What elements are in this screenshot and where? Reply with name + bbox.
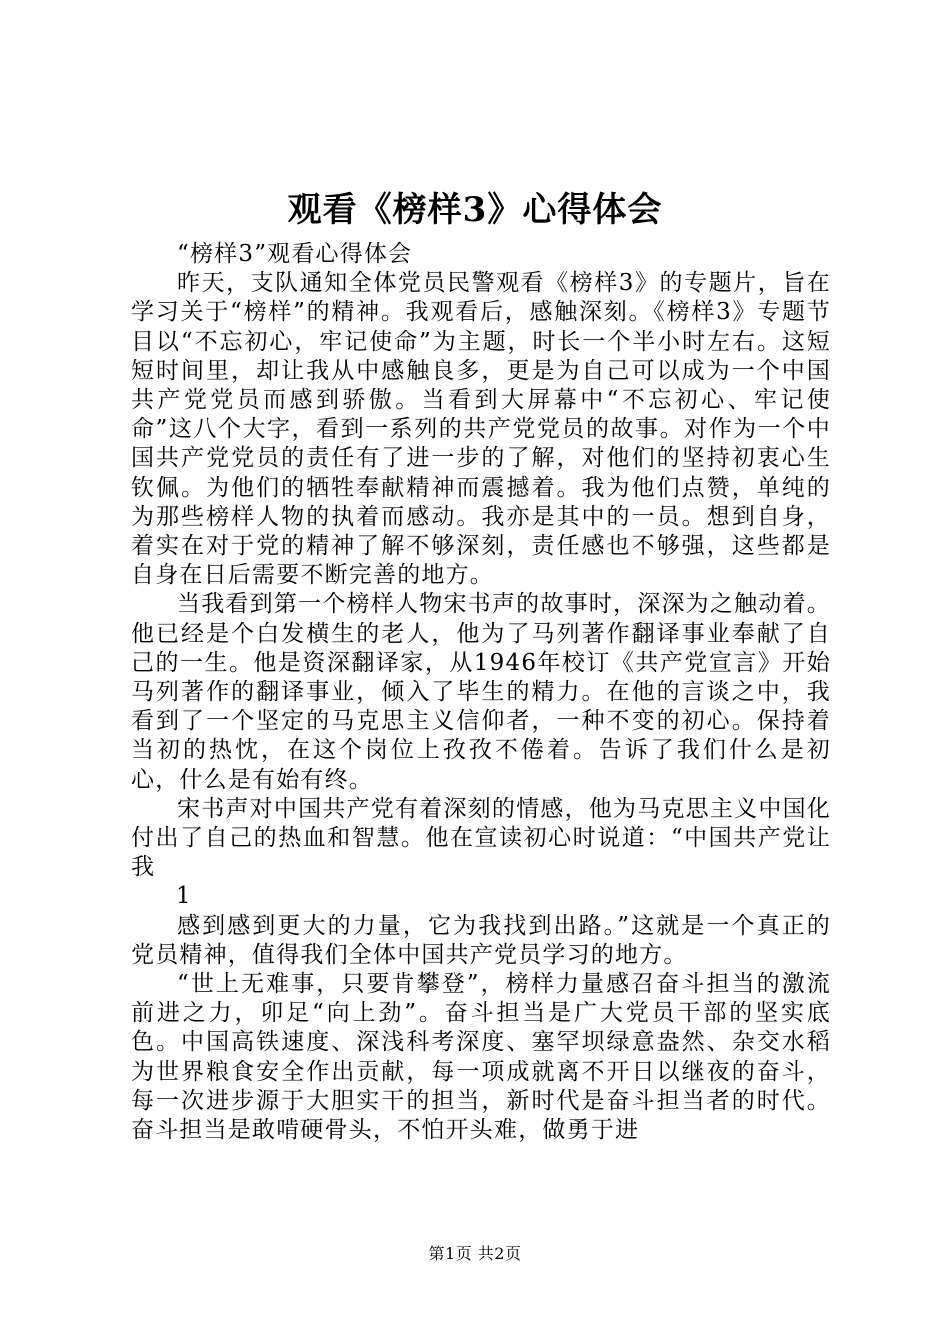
paragraph: 感到感到更大的力量，它为我找到出路。”这就是一个真正的党员精神，值得我们全体中国共产党员学习的地方。 xyxy=(131,912,831,968)
paragraph: “世上无难事，只要肯攀登”，榜样力量感召奋斗担当的激流前进之力，卯足“向上劲”。奋斗担当是广大党员干部的坚实底色。中国高铁速度、深浅科考深度、塞罕坝绿意盎然、杂交水稻为世界粮食安全作出贡献，每一项成就离不开日以继夜的奋斗，每一次进步源于大胆实干的担当，新时代是奋斗担当者的时代。奋斗担当是敢啃硬骨头，不怕开头难，做勇于进 xyxy=(131,971,831,1144)
document-title: 观看《榜样3》心得体会 xyxy=(287,190,663,230)
page-footer: 第1页 共2页 xyxy=(428,1244,522,1263)
paragraph-subtitle: “榜样3”观看心得体会 xyxy=(177,241,413,267)
document-body xyxy=(131,240,831,1145)
paragraph: 当我看到第一个榜样人物宋书声的故事时，深深为之触动着。他已经是个白发横生的老人，他为了马列著作翻译事业奉献了自己的一生。他是资深翻译家，从1946年校订《共产党宣言》开始马列著作的翻译事业，倾入了毕生的精力。在他的言谈之中，我看到了一个坚定的马克思主义信仰者，一种不变的初心。保持着当初的热忱，在这个岗位上孜孜不倦着。告诉了我们什么是初心，什么是有始有终。 xyxy=(131,591,831,793)
paragraph: 昨天，支队通知全体党员民警观看《榜样3》的专题片，旨在学习关于“榜样”的精神。我观看后，感触深刻。《榜样3》专题节目以“不忘初心，牢记使命”为主题，时长一个半小时左右。这短短时间里，却让我从中感触良多，更是为自己可以成为一个中国共产党党员而感到骄傲。当看到大屏幕中“不忘初心、牢记使命”这八个大字，看到一系列的共产党党员的故事。对作为一个中国共产党党员的责任有了进一步的了解，对他们的坚持初衷心生钦佩。为他们的牺牲奉献精神而震撼着。我为他们点赞，单纯的为那些榜样人物的执着而感动。我亦是其中的一员。想到自身，着实在对于党的精神了解不够深刻，责任感也不够强，这些都是自身在日后需要不断完善的地方。 xyxy=(131,270,831,589)
inline-page-number: 1 xyxy=(176,883,192,910)
paragraph: 宋书声对中国共产党有着深刻的情感，他为马克思主义中国化付出了自己的热血和智慧。他在宣读初心时说道：“中国共产党让我 xyxy=(131,795,831,881)
